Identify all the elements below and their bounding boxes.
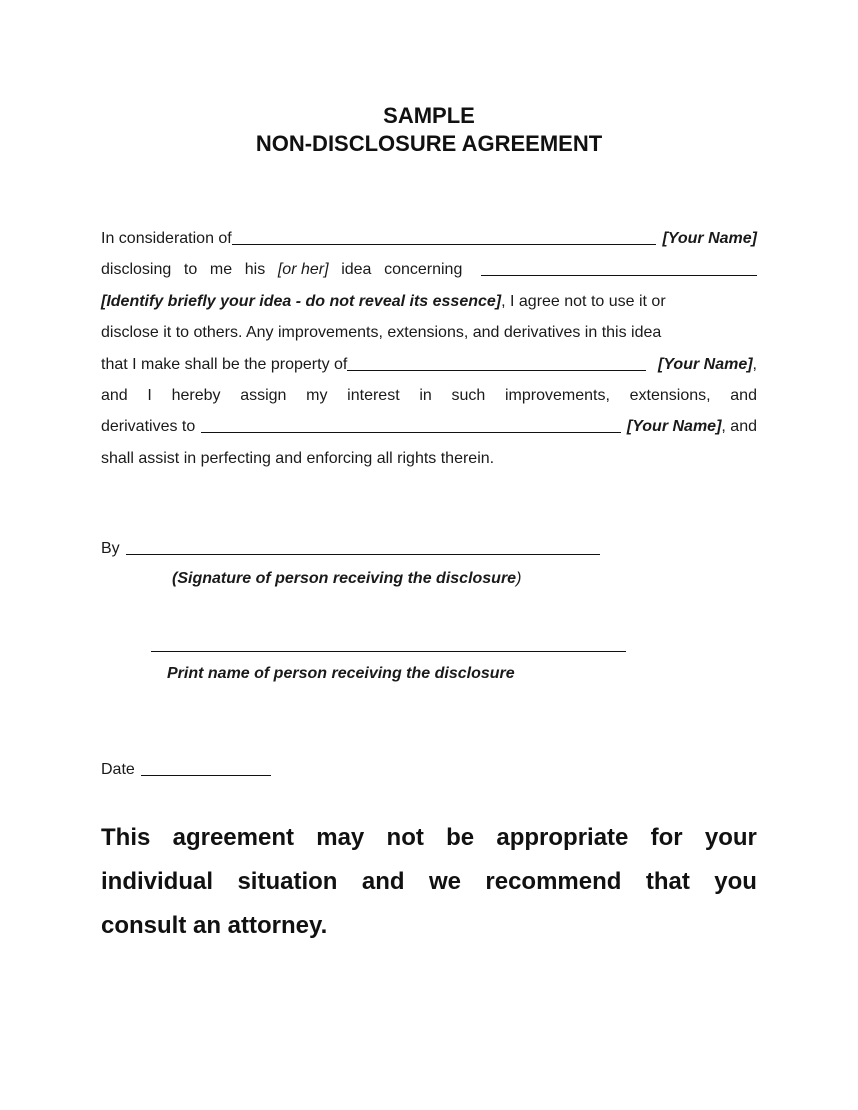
word: be [446, 824, 475, 851]
word: extensions, [629, 386, 711, 404]
word: my [306, 386, 328, 404]
your-name-blank-3 [201, 418, 621, 433]
agreement-body [101, 223, 757, 474]
date-line [141, 761, 271, 776]
word: hereby [171, 386, 221, 404]
word: that [645, 868, 690, 895]
body-word: me [209, 261, 233, 279]
word: not [386, 824, 424, 851]
word: your [704, 824, 757, 851]
print-name-caption: Print name of person receiving the disclosure [167, 665, 515, 682]
body-word: to [183, 261, 198, 279]
your-name-placeholder-2: [Your Name] [658, 355, 753, 373]
agree-text: , I agree not to use it or [501, 292, 666, 310]
comma-text: , [752, 355, 757, 373]
word: in [419, 386, 432, 404]
disclaimer [101, 816, 757, 948]
your-name-blank-1 [232, 230, 657, 245]
document-title [0, 102, 858, 158]
identify-idea-instruction: [Identify briefly your idea - do not reveal its essence] [101, 292, 502, 310]
word: and [730, 386, 757, 404]
body-line-5 [101, 349, 757, 380]
and-text: , and [721, 418, 757, 436]
word: you [714, 868, 757, 895]
word: such [451, 386, 486, 404]
title-line-sample: SAMPLE [383, 103, 475, 128]
word: assign [240, 386, 287, 404]
word: for [650, 824, 683, 851]
your-name-placeholder-1: [Your Name] [662, 230, 757, 247]
word: appropriate [496, 824, 629, 851]
word: and [361, 868, 405, 895]
word: may [316, 824, 365, 851]
body-line-2 [101, 254, 757, 285]
word: I [147, 386, 152, 404]
word: agreement [172, 824, 294, 851]
body-line-6 [101, 380, 757, 411]
or-her-text: [or her] [277, 261, 329, 279]
word: interest [347, 386, 400, 404]
disclose-text: disclose it to others. Any improvements, extensions, and derivatives in this idea [101, 324, 662, 342]
disclaimer-line-3 [101, 904, 757, 948]
body-word: idea [341, 261, 372, 279]
signature-caption-close: ) [516, 570, 522, 587]
signature-block [101, 538, 600, 558]
word: we [428, 868, 461, 895]
word: individual [101, 868, 214, 895]
word: This [101, 824, 151, 851]
date-row [101, 759, 271, 779]
body-line-4 [101, 317, 757, 348]
body-word: concerning [384, 261, 463, 279]
signature-line [126, 540, 600, 555]
body-line-7 [101, 411, 757, 442]
body-line-3 [101, 286, 757, 317]
disclaimer-text: consult an attorney. [101, 912, 328, 939]
your-name-placeholder-3: [Your Name] [626, 418, 722, 436]
body-line-1 [101, 223, 757, 254]
by-row [101, 538, 600, 558]
assist-text: shall assist in perfecting and enforcing all rights therein. [101, 449, 495, 467]
word: situation [237, 868, 338, 895]
word: recommend [485, 868, 622, 895]
by-label: By [101, 540, 120, 557]
property-text: that I make shall be the property of [101, 355, 348, 373]
body-word: his [244, 261, 266, 279]
body-line-8 [101, 443, 757, 474]
title-line-agreement: NON-DISCLOSURE AGREEMENT [255, 131, 603, 156]
disclaimer-line-1 [101, 816, 757, 860]
word: and [101, 386, 128, 404]
consideration-text: In consideration of [101, 230, 232, 247]
signature-caption-text: (Signature of person receiving the disclosure [172, 570, 517, 587]
signature-caption [172, 570, 521, 588]
word: improvements, [505, 386, 610, 404]
date-label: Date [101, 761, 135, 778]
your-name-blank-2 [347, 356, 646, 371]
print-name-line [151, 651, 626, 652]
body-word: disclosing [101, 261, 172, 279]
disclaimer-line-2 [101, 860, 757, 904]
idea-blank [481, 261, 757, 276]
derivatives-text: derivatives to [101, 418, 196, 436]
